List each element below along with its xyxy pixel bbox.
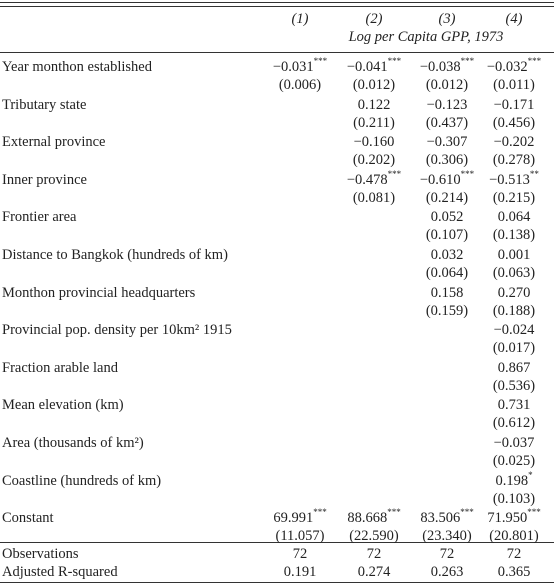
coefficient-cell: 83.506*** bbox=[420, 507, 474, 526]
standard-error-cell: (0.536) bbox=[492, 378, 536, 394]
standard-error-cell: (0.025) bbox=[492, 453, 536, 469]
coefficient-cell: −0.037 bbox=[493, 435, 535, 451]
standard-error-cell: (0.064) bbox=[425, 265, 469, 281]
row-label: Frontier area bbox=[2, 209, 77, 225]
standard-error-cell: (0.107) bbox=[425, 227, 469, 243]
standard-error-cell: (0.006) bbox=[278, 77, 322, 93]
coefficient-cell: −0.123 bbox=[426, 97, 468, 113]
top-rule-thin bbox=[0, 6, 554, 7]
coefficient-cell: −0.171 bbox=[493, 97, 535, 113]
coefficient-cell: −0.038*** bbox=[419, 56, 475, 75]
row-label: Inner province bbox=[2, 172, 87, 188]
row-label: Year monthon established bbox=[2, 59, 152, 75]
column-header-3: (3) bbox=[438, 11, 456, 27]
coefficient-cell: −0.610*** bbox=[419, 169, 475, 188]
coefficient-cell: −0.041*** bbox=[346, 56, 402, 75]
coefficient-cell: −0.478*** bbox=[346, 169, 402, 188]
coefficient-cell: 88.668*** bbox=[347, 507, 401, 526]
column-header-1: (1) bbox=[291, 11, 309, 27]
row-label: Coastline (hundreds of km) bbox=[2, 473, 162, 489]
coefficient-cell: 0.032 bbox=[430, 247, 464, 263]
coefficient-cell: −0.024 bbox=[493, 322, 535, 338]
standard-error-cell: (0.612) bbox=[492, 415, 536, 431]
row-label: Distance to Bangkok (hundreds of km) bbox=[2, 247, 228, 263]
standard-error-cell: (0.012) bbox=[425, 77, 469, 93]
coefficient-cell: 0.064 bbox=[497, 209, 531, 225]
coefficient-cell: 0.867 bbox=[497, 360, 531, 376]
bottom-rule bbox=[0, 582, 554, 583]
standard-error-cell: (0.159) bbox=[425, 303, 469, 319]
coefficient-cell: −0.031*** bbox=[272, 56, 328, 75]
coefficient-cell: −0.202 bbox=[493, 134, 535, 150]
standard-error-cell: (23.340) bbox=[422, 528, 472, 544]
footer-value: 72 bbox=[366, 546, 382, 562]
coefficient-cell: −0.160 bbox=[353, 134, 395, 150]
row-label: Provincial pop. density per 10km² 1915 bbox=[2, 322, 232, 338]
row-label: Constant bbox=[2, 510, 54, 526]
standard-error-cell: (0.017) bbox=[492, 340, 536, 356]
footer-value: 72 bbox=[439, 546, 455, 562]
coefficient-cell: 0.052 bbox=[430, 209, 464, 225]
footer-value: 72 bbox=[506, 546, 522, 562]
footer-value: 72 bbox=[292, 546, 308, 562]
column-header-4: (4) bbox=[505, 11, 523, 27]
standard-error-cell: (0.081) bbox=[352, 190, 396, 206]
standard-error-cell: (0.211) bbox=[353, 115, 395, 131]
footer-value: 0.274 bbox=[357, 564, 391, 580]
standard-error-cell: (0.063) bbox=[492, 265, 536, 281]
coefficient-cell: 71.950*** bbox=[487, 507, 541, 526]
footer-value: 0.263 bbox=[430, 564, 464, 580]
standard-error-cell: (22.590) bbox=[349, 528, 399, 544]
coefficient-cell: 69.991*** bbox=[273, 507, 327, 526]
standard-error-cell: (20.801) bbox=[489, 528, 539, 544]
standard-error-cell: (0.456) bbox=[492, 115, 536, 131]
standard-error-cell: (0.103) bbox=[492, 491, 536, 507]
standard-error-cell: (0.012) bbox=[352, 77, 396, 93]
standard-error-cell: (0.214) bbox=[425, 190, 469, 206]
top-rule-thick bbox=[0, 2, 554, 3]
coefficient-cell: −0.513** bbox=[489, 169, 539, 188]
row-label: Tributary state bbox=[2, 97, 87, 113]
column-header-2: (2) bbox=[365, 11, 383, 27]
coefficient-cell: 0.158 bbox=[430, 285, 464, 301]
row-label: Fraction arable land bbox=[2, 360, 118, 376]
footer-value: 0.191 bbox=[283, 564, 317, 580]
coefficient-cell: 0.198* bbox=[495, 470, 533, 489]
footer-label: Observations bbox=[2, 546, 79, 562]
row-label: External province bbox=[2, 134, 106, 150]
coefficient-cell: 0.122 bbox=[357, 97, 391, 113]
row-label: Mean elevation (km) bbox=[2, 397, 124, 413]
standard-error-cell: (0.306) bbox=[425, 152, 469, 168]
coefficient-cell: −0.032*** bbox=[486, 56, 542, 75]
coefficient-cell: 0.731 bbox=[497, 397, 531, 413]
coefficient-cell: 0.270 bbox=[497, 285, 531, 301]
row-label: Area (thousands of km²) bbox=[2, 435, 144, 451]
header-rule bbox=[0, 52, 554, 53]
row-label: Monthon provincial headquarters bbox=[2, 285, 196, 301]
footer-label: Adjusted R-squared bbox=[2, 564, 118, 580]
footer-value: 0.365 bbox=[497, 564, 531, 580]
standard-error-cell: (0.215) bbox=[492, 190, 536, 206]
coefficient-cell: −0.307 bbox=[426, 134, 468, 150]
standard-error-cell: (0.437) bbox=[425, 115, 469, 131]
dependent-variable-label: Log per Capita GPP, 1973 bbox=[348, 29, 504, 45]
standard-error-cell: (0.188) bbox=[492, 303, 536, 319]
coefficient-cell: 0.001 bbox=[497, 247, 531, 263]
standard-error-cell: (0.278) bbox=[492, 152, 536, 168]
standard-error-cell: (0.138) bbox=[492, 227, 536, 243]
standard-error-cell: (0.202) bbox=[352, 152, 396, 168]
standard-error-cell: (11.057) bbox=[275, 528, 325, 544]
standard-error-cell: (0.011) bbox=[493, 77, 535, 93]
